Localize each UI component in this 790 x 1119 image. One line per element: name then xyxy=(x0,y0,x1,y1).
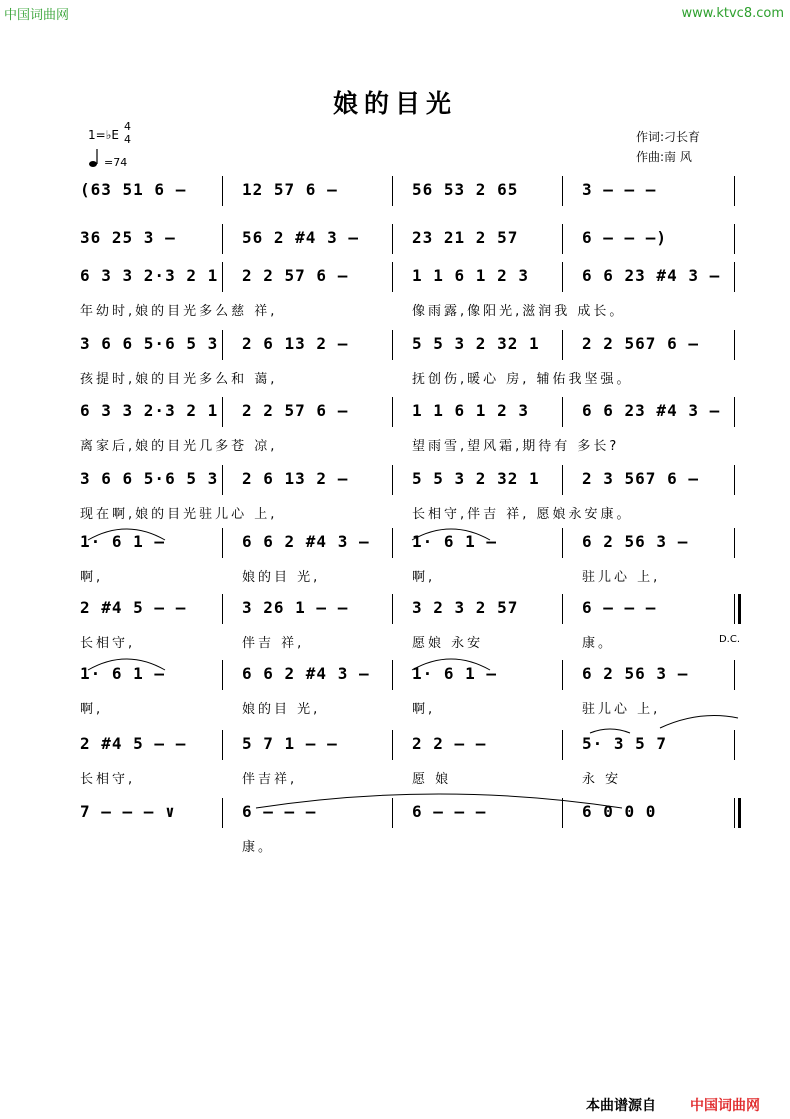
lyric-line: 现在啊,娘的目光驻儿心 上, xyxy=(80,507,278,522)
measure: (63 51 6 – xyxy=(80,180,187,199)
tempo-marking: =74 xyxy=(104,156,128,169)
lyric-line: 年幼时,娘的目光多么慈 祥, xyxy=(80,304,278,319)
measure: 1· 6 1 – xyxy=(80,664,166,683)
measure: 6 – – – xyxy=(242,802,317,821)
source-label: 本曲谱源自 xyxy=(586,1098,656,1114)
time-signature-top: 4 xyxy=(124,120,131,133)
lyric-line: 伴吉祥, xyxy=(242,772,298,787)
measure: 3 26 1 – – xyxy=(242,598,349,617)
lyric-line: 离家后,娘的目光几多苍 凉, xyxy=(80,439,278,454)
lyric-line: 长相守,伴吉 祥, 愿娘永安康。 xyxy=(412,507,633,522)
measure: 1 1 6 1 2 3 xyxy=(412,401,529,420)
lyric-line: 孩提时,娘的目光多么和 蔼, xyxy=(80,372,278,387)
watermark-top-right: www.ktvc8.com xyxy=(681,6,784,21)
lyric-line: 愿 娘 xyxy=(412,772,452,787)
lyric-line: 愿娘 永安 xyxy=(412,636,484,651)
song-title: 娘的目光 xyxy=(332,89,457,118)
measure: 36 25 3 – xyxy=(80,228,176,247)
lyricist-credit: 作词:刁长育 xyxy=(636,130,701,144)
lyric-line: 抚创伤,暖心 房, 辅佑我坚强。 xyxy=(412,372,633,387)
slur xyxy=(412,529,490,540)
watermark-top-left: 中国词曲网 xyxy=(4,8,70,23)
measure: 2 6 13 2 – xyxy=(242,334,349,353)
measure: 2 2 57 6 – xyxy=(242,401,349,420)
measure: 1· 6 1 – xyxy=(412,664,498,683)
lyric-line: 啊, xyxy=(80,702,104,717)
lyric-line: 伴吉 祥, xyxy=(242,636,305,651)
measure: 6 – – – xyxy=(412,802,487,821)
measure: 3 2 3 2 57 xyxy=(412,598,519,617)
measure: 2 6 13 2 – xyxy=(242,469,349,488)
measure: 2 #4 5 – – xyxy=(80,734,187,753)
lyric-line: 娘的目 光, xyxy=(242,702,321,717)
measure: 6 3 3 2·3 2 1 xyxy=(80,401,219,420)
slur xyxy=(590,729,630,733)
measure: 5 5 3 2 32 1 xyxy=(412,469,540,488)
lyric-line: 驻儿心 上, xyxy=(582,702,661,717)
measure: 5· 3 5 7 xyxy=(582,734,668,753)
measure: 2 2 567 6 – xyxy=(582,334,699,353)
measure: 3 6 6 5·6 5 3 xyxy=(80,469,219,488)
lyric-line: 像雨露,像阳光,滋润我 成长。 xyxy=(412,304,626,319)
measure: 1· 6 1 – xyxy=(412,532,498,551)
lyric-line: 康。 xyxy=(582,636,615,651)
lyric-line: 啊, xyxy=(412,570,436,585)
measure: 6 – – – xyxy=(582,598,657,617)
lyric-line: 驻儿心 上, xyxy=(582,570,661,585)
slur xyxy=(256,794,622,808)
measure: 12 57 6 – xyxy=(242,180,338,199)
measure: 3 – – – xyxy=(582,180,657,199)
lyric-line: 望雨雪,望风霜,期待有 多长? xyxy=(412,439,620,454)
measure: 6 0 0 0 xyxy=(582,802,657,821)
slur xyxy=(412,659,490,670)
measure: 7 – – – ∨ xyxy=(80,802,176,821)
measure: 6 6 23 #4 3 – xyxy=(582,401,721,420)
slur xyxy=(660,716,738,728)
lyric-line: 长相守, xyxy=(80,636,136,651)
measure: 2 #4 5 – – xyxy=(80,598,187,617)
lyric-line: 长相守, xyxy=(80,772,136,787)
measure: 23 21 2 57 xyxy=(412,228,519,247)
measure: 6 3 3 2·3 2 1 xyxy=(80,266,219,285)
measure: 6 2 56 3 – xyxy=(582,664,689,683)
measure: 2 3 567 6 – xyxy=(582,469,699,488)
slur xyxy=(88,529,165,540)
measure: 2 2 57 6 – xyxy=(242,266,349,285)
lyric-line: 娘的目 光, xyxy=(242,570,321,585)
measure: 3 6 6 5·6 5 3 xyxy=(80,334,219,353)
measure: 5 7 1 – – xyxy=(242,734,338,753)
measure: 6 – – –) xyxy=(582,228,668,247)
slur xyxy=(88,659,165,670)
measure: 2 2 – – xyxy=(412,734,487,753)
time-signature-bottom: 4 xyxy=(124,133,131,146)
key-signature: 1=♭E xyxy=(88,128,119,142)
lyric-line: 啊, xyxy=(412,702,436,717)
measure: 6 6 2 #4 3 – xyxy=(242,532,370,551)
measure: 56 53 2 65 xyxy=(412,180,519,199)
measure: 1· 6 1 – xyxy=(80,532,166,551)
measure: 1 1 6 1 2 3 xyxy=(412,266,529,285)
measure: 6 6 2 #4 3 – xyxy=(242,664,370,683)
lyric-line: 啊, xyxy=(80,570,104,585)
measure: 6 2 56 3 – xyxy=(582,532,689,551)
lyric-line: 康。 xyxy=(242,840,275,855)
lyric-line: 永 安 xyxy=(582,772,622,787)
composer-credit: 作曲:南 风 xyxy=(636,150,692,164)
measure: 6 6 23 #4 3 – xyxy=(582,266,721,285)
dc-marking: D.C. xyxy=(718,634,740,645)
measure: 5 5 3 2 32 1 xyxy=(412,334,540,353)
source-site: 中国词曲网 xyxy=(690,1098,760,1114)
measure: 56 2 #4 3 – xyxy=(242,228,359,247)
